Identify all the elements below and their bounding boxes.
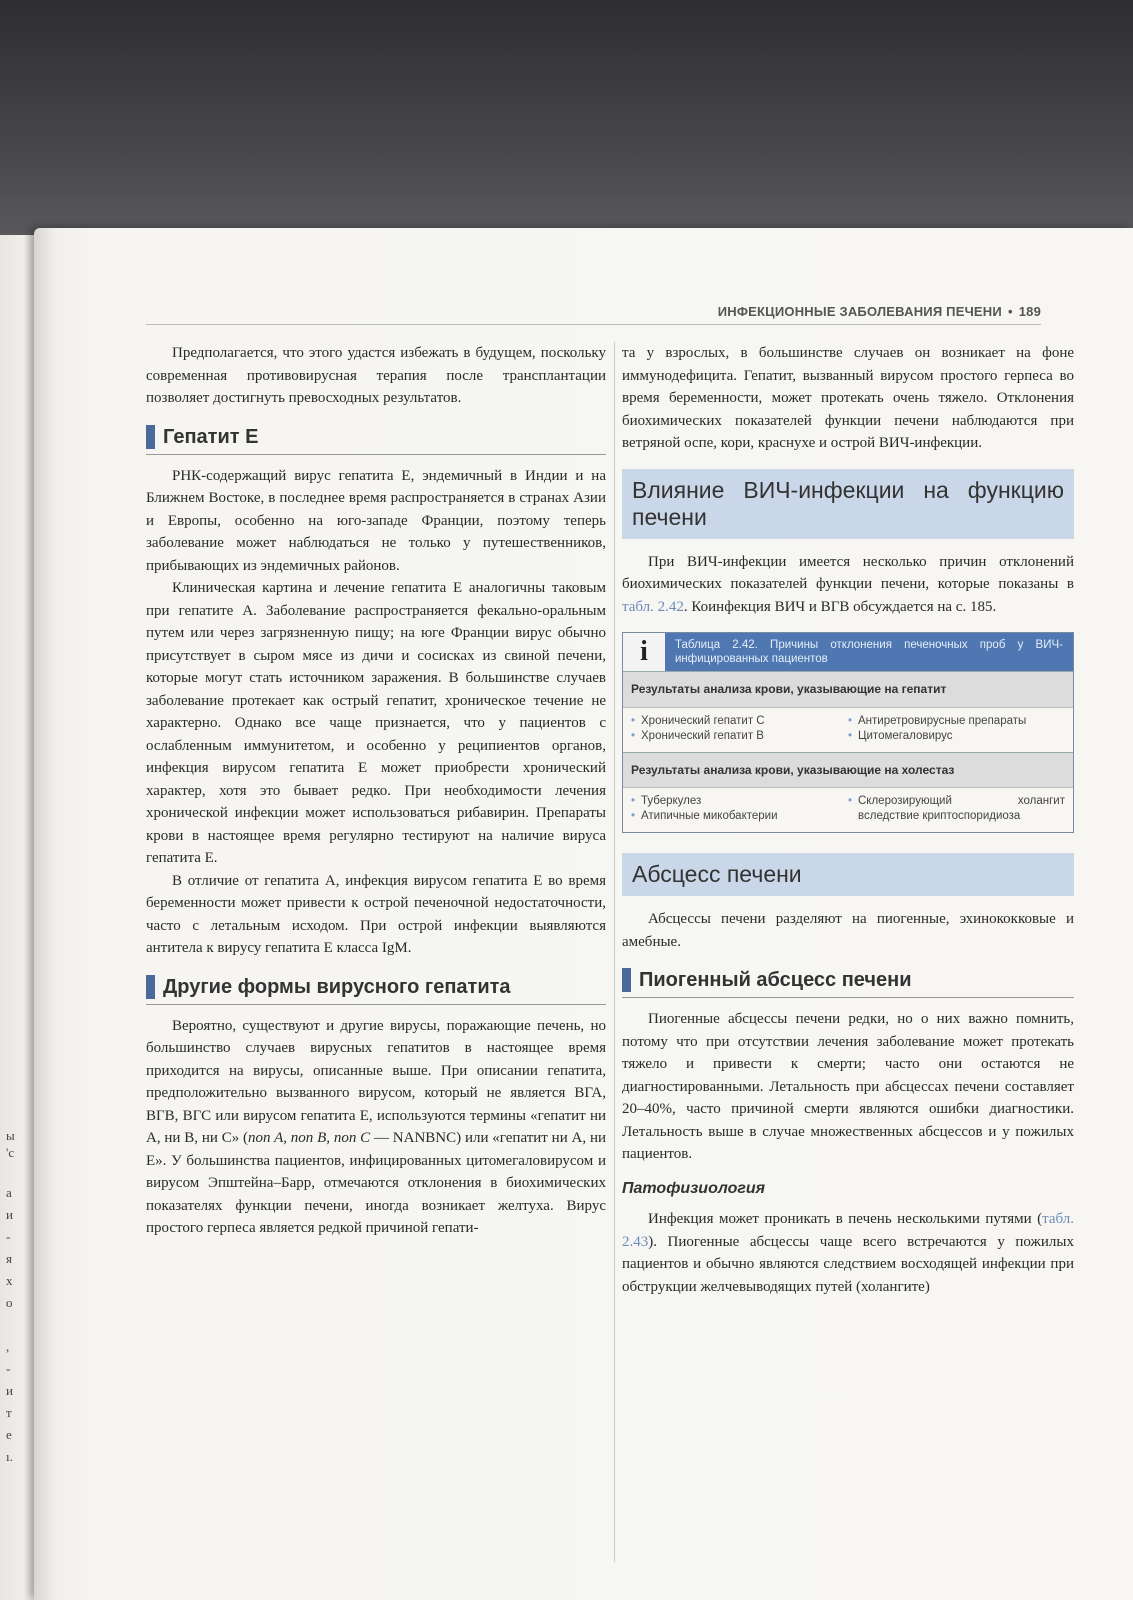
table-list-item: • Туберкулез <box>631 794 848 809</box>
paragraph <box>146 1015 606 1240</box>
table-section-body <box>623 708 1073 752</box>
table-title-row <box>623 633 1073 671</box>
table-column <box>848 714 1065 744</box>
table-column <box>848 794 1065 824</box>
table-section-body <box>623 788 1073 832</box>
section-heading-other-forms <box>146 972 606 1005</box>
paragraph: Предполагается, что этого удастся избежать в будущем, поскольку современная противовирусная терапия после трансплантации позволяет достигнуть превосходных результатов. <box>146 345 606 406</box>
left-page-fragment: и <box>6 1207 13 1222</box>
left-page-edge <box>0 235 34 1600</box>
text-run: Вероятно, существуют и другие вирусы, поражающие печень, но большинство случаев вирусных гепатитов в настоящее время приходится на вирусы, описанные выше. При описании гепатита, предположительно вызванного вирусом, который не является ВГА, ВГВ, ВГС или вирусом гепатита Е, используются термины «гепатит ни А, ни В, ни С» ( <box>146 1017 606 1146</box>
table-title: Таблица 2.42. Причины отклонения печеночных проб у ВИЧ-инфицированных пациентов <box>675 639 1063 665</box>
heading-text: Пиогенный абсцесс печени <box>639 969 912 991</box>
right-column <box>622 342 1074 1298</box>
chapter-heading-abscess: Абсцесс печени <box>622 853 1074 896</box>
heading-marker <box>146 425 155 449</box>
italic-text-run: non A, non B, non C <box>248 1130 371 1146</box>
text-run: Инфекция может проникать в печень несколькими путями ( <box>648 1211 1043 1227</box>
left-page-fragment: е <box>6 1427 12 1442</box>
column-separator <box>614 342 615 1562</box>
book-page <box>34 228 1133 1600</box>
chapter-heading-hiv: Влияние ВИЧ-инфекции на функцию печени <box>622 469 1074 539</box>
table-section-heading: Результаты анализа крови, указывающие на гепатит <box>623 671 1073 708</box>
table-list-item: • Хронический гепатит В <box>631 729 848 744</box>
header-rule <box>146 324 1041 325</box>
running-head-separator: • <box>1007 304 1013 319</box>
table-section-heading: Результаты анализа крови, указывающие на холестаз <box>623 752 1073 789</box>
paragraph <box>622 551 1074 619</box>
left-page-fragment: 'с <box>6 1145 15 1160</box>
text-run: . Коинфекция ВИЧ и ВГВ обсуждается на с. 185. <box>683 598 997 615</box>
heading-marker <box>146 975 155 999</box>
section-heading-pyogenic <box>622 965 1074 998</box>
left-page-fragment: я <box>6 1251 12 1266</box>
paragraph: Абсцессы печени разделяют на пиогенные, эхинококковые и амебные. <box>622 911 1074 950</box>
scan-dark-band <box>0 0 1133 235</box>
table-column <box>631 794 848 824</box>
table-reference-link[interactable]: табл. 2.42 <box>622 598 684 615</box>
text-run: При ВИЧ-инфекции имеется несколько причин отклонений биохимических показателей функции печени, которые показаны в <box>622 553 1074 592</box>
left-page-fragment: и <box>6 1383 13 1398</box>
section-heading-hepatitis-e <box>146 422 606 455</box>
table-list-item: • Цитомегаловирус <box>848 729 1065 744</box>
info-icon: i <box>623 633 665 671</box>
subsection-heading-pathophysiology: Патофизиология <box>622 1179 766 1197</box>
text-run: — NANBNC) или «гепатит ни А, ни Е». У большинства пациентов, инфицированных цитомегаловирусом и вирусом Эпштейна–Барр, отмечаются отклонения в биохимических показателях функции печени, иногда возникает желтуха. Вирус простого герпеса является редкой причиной гепати- <box>146 1130 606 1236</box>
left-column <box>146 342 606 1240</box>
left-page-fragment: х <box>6 1273 13 1288</box>
heading-marker <box>622 968 631 992</box>
paragraph: РНК-содержащий вирус гепатита Е, эндемичный в Индии и на Ближнем Востоке, в последнее время распространяется в странах Азии и Европы, особенно на юго-западе Франции, поэтому теперь заболевание может наблюдаться не только у путешественников, прибывающих из эндемичных районов. <box>146 467 606 574</box>
heading-text: Другие формы вирусного гепатита <box>163 975 511 998</box>
info-table-2-42 <box>622 632 1074 833</box>
table-list-item: • Антиретровирусные препараты <box>848 714 1065 729</box>
table-column <box>631 714 848 744</box>
table-reference-link[interactable]: табл. 2.43 <box>622 1211 1074 1250</box>
left-page-fragment: т <box>6 1405 12 1420</box>
paragraph: та у взрослых, в большинстве случаев он возникает на фоне иммунодефицита. Гепатит, вызванный вирусом простого герпеса во время беременности, может протекать очень тяжело. Отклонения биохимических показателей функции печени наблюдаются при ветряной оспе, кори, краснухе и острой ВИЧ-инфекции. <box>622 345 1074 451</box>
left-page-fragment: - <box>6 1229 11 1244</box>
left-page-fragment: а <box>6 1185 12 1200</box>
left-page-fragment: о <box>6 1295 13 1310</box>
left-page-fragment: ы <box>6 1128 15 1143</box>
running-head-title: ИНФЕКЦИОННЫЕ ЗАБОЛЕВАНИЯ ПЕЧЕНИ <box>717 304 1002 319</box>
paragraph: В отличие от гепатита А, инфекция вирусом гепатита Е во время беременности может привести к острой печеночной недостаточности, часто с летальным исходом. При острой инфекции выявляются антитела к вирусу гепатита Е класса IgM. <box>146 872 606 956</box>
text-run: ). Пиогенные абсцессы чаще всего встречаются у пожилых пациентов и обычно являются следствием восходящей инфекции при обструкции желчевыводящих путей (холангите) <box>622 1233 1074 1295</box>
heading-text: Гепатит Е <box>163 425 259 448</box>
page-number: 189 <box>1018 304 1041 319</box>
left-page-fragment: , <box>6 1339 10 1354</box>
table-list-item: • Хронический гепатит С <box>631 714 848 729</box>
running-head <box>718 304 1041 319</box>
paragraph: Пиогенные абсцессы печени редки, но о них важно помнить, потому что при отсутствии лечения заболевание может протекать тяжело и привести к смерти; часто они остаются не диагностированными. Летальность при абсцессах печени составляет 20–40%, часто причиной смерти являются ошибки диагностики. Летальность выше в случае множественных абсцессов и у пожилых пациентов. <box>622 1011 1074 1162</box>
left-page-fragment: - <box>6 1361 11 1376</box>
table-list-item: • Склерозирующий холангит вследствие криптоспоридиоза <box>848 794 1065 824</box>
paragraph: Клиническая картина и лечение гепатита Е аналогичны таковым при гепатите А. Заболевание распространяется фекально-оральным путем или через загрязненную пищу; на юге Франции вирус обычно присутствует в сыром мясе из дичи и сосисках из свиной печени, которые могут стать источником заражения. В большинстве случаев заболевание протекает как острый гепатит, хроническое течение не характерно. Однако все чаще признается, что у пациентов с ослабленным иммунитетом, и особенно у реципиентов органов, инфекция вирусом гепатита Е может приобрести хронический характер, хотя это бывает редко. При необходимости лечения хронической инфекции может использоваться рибавирин. Препараты крови в настоящее время регулярно тестируют на наличие вируса гепатита Е. <box>146 580 606 866</box>
table-list-item: • Атипичные микобактерии <box>631 809 848 824</box>
paragraph <box>622 1208 1074 1298</box>
left-page-fragment: ı. <box>6 1449 13 1464</box>
